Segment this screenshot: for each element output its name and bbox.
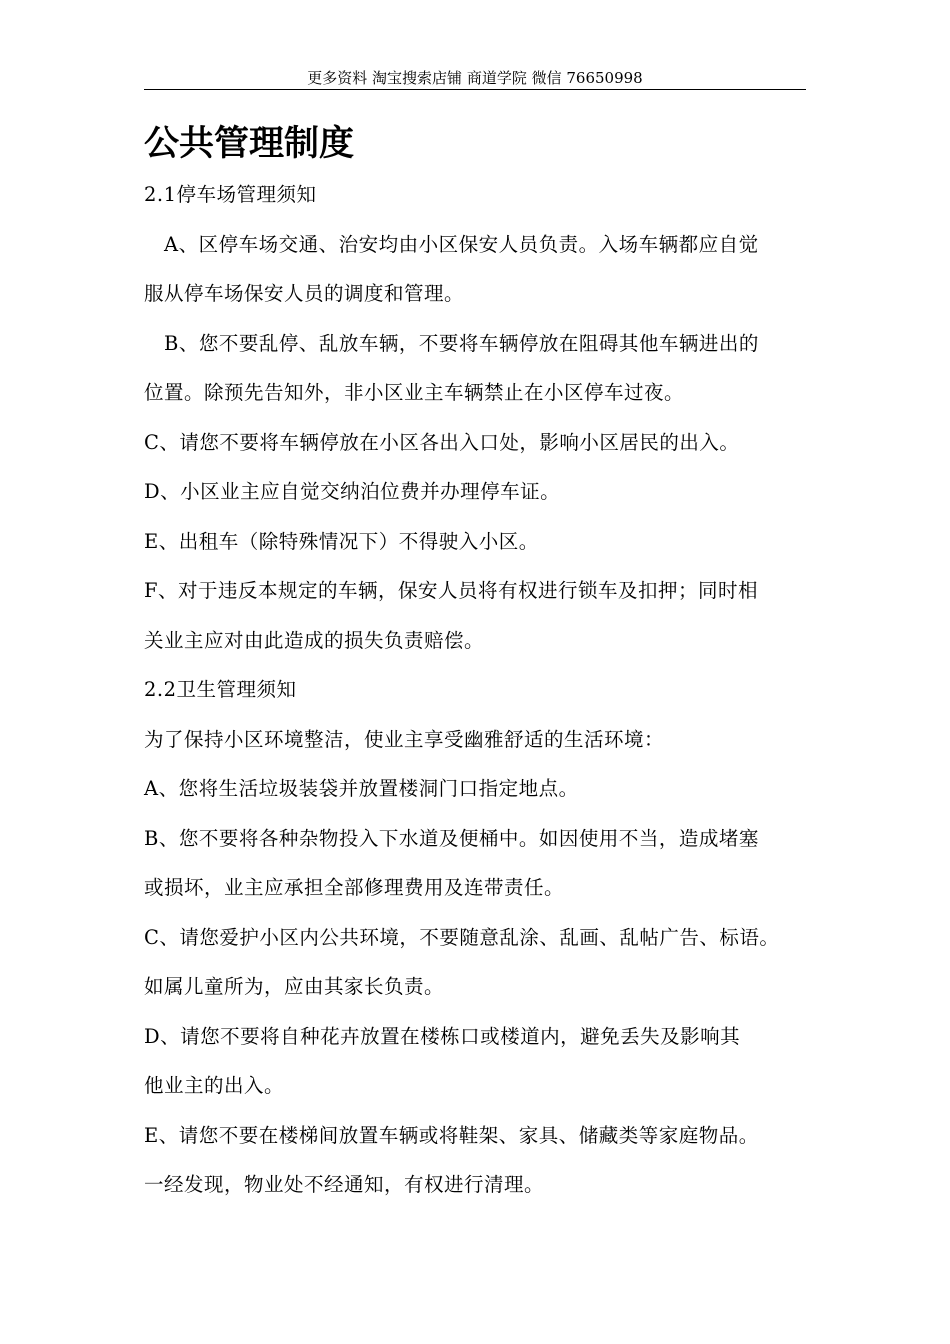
paragraph-line: C、请您爱护小区内公共环境，不要随意乱涂、乱画、乱帖广告、标语。	[144, 925, 780, 949]
paragraph-line: F、对于违反本规定的车辆，保安人员将有权进行锁车及扣押；同时相	[144, 579, 759, 602]
paragraph-line: E、请您不要在楼梯间放置车辆或将鞋架、家具、储藏类等家庭物品。	[144, 1123, 759, 1147]
paragraph-line: 如属儿童所为，应由其家长负责。	[144, 975, 445, 998]
paragraph-line: 或损坏，业主应承担全部修理费用及连带责任。	[144, 876, 565, 899]
paragraph-line: B、您不要乱停、乱放车辆，不要将车辆停放在阻碍其他车辆进出的	[164, 331, 759, 355]
paragraph-line: C、请您不要将车辆停放在小区各出入口处，影响小区居民的出入。	[144, 430, 740, 454]
page-header: 更多资料 淘宝搜索店铺 商道学院 微信 76650998	[307, 69, 643, 87]
paragraph-line: 一经发现，物业处不经通知，有权进行清理。	[144, 1173, 545, 1196]
section-heading-parking: 2.1停车场管理须知	[144, 183, 317, 206]
paragraph-line: A、区停车场交通、治安均由小区保安人员负责。入场车辆都应自觉	[164, 232, 759, 256]
header-divider	[144, 89, 806, 90]
paragraph-line: 他业主的出入。	[144, 1074, 285, 1097]
paragraph-line: 关业主应对由此造成的损失负责赔偿。	[144, 628, 485, 652]
paragraph-line: E、出租车（除特殊情况下）不得驶入小区。	[144, 529, 539, 553]
document-title: 公共管理制度	[144, 124, 355, 164]
paragraph-line: B、您不要将各种杂物投入下水道及便桶中。如因使用不当，造成堵塞	[144, 826, 759, 850]
document-body	[144, 170, 806, 1210]
paragraph-line: D、请您不要将自种花卉放置在楼栋口或楼道内，避免丢失及影响其	[144, 1024, 741, 1048]
paragraph-line: 位置。除预先告知外，非小区业主车辆禁止在小区停车过夜。	[144, 381, 685, 404]
section-heading-sanitation: 2.2卫生管理须知	[144, 678, 297, 701]
paragraph-line: D、小区业主应自觉交纳泊位费并办理停车证。	[144, 480, 561, 503]
paragraph-line: 服从停车场保安人员的调度和管理。	[144, 282, 465, 305]
paragraph-line: 为了保持小区环境整洁，使业主享受幽雅舒适的生活环境：	[144, 727, 665, 751]
paragraph-line: A、您将生活垃圾装袋并放置楼洞门口指定地点。	[144, 777, 579, 800]
